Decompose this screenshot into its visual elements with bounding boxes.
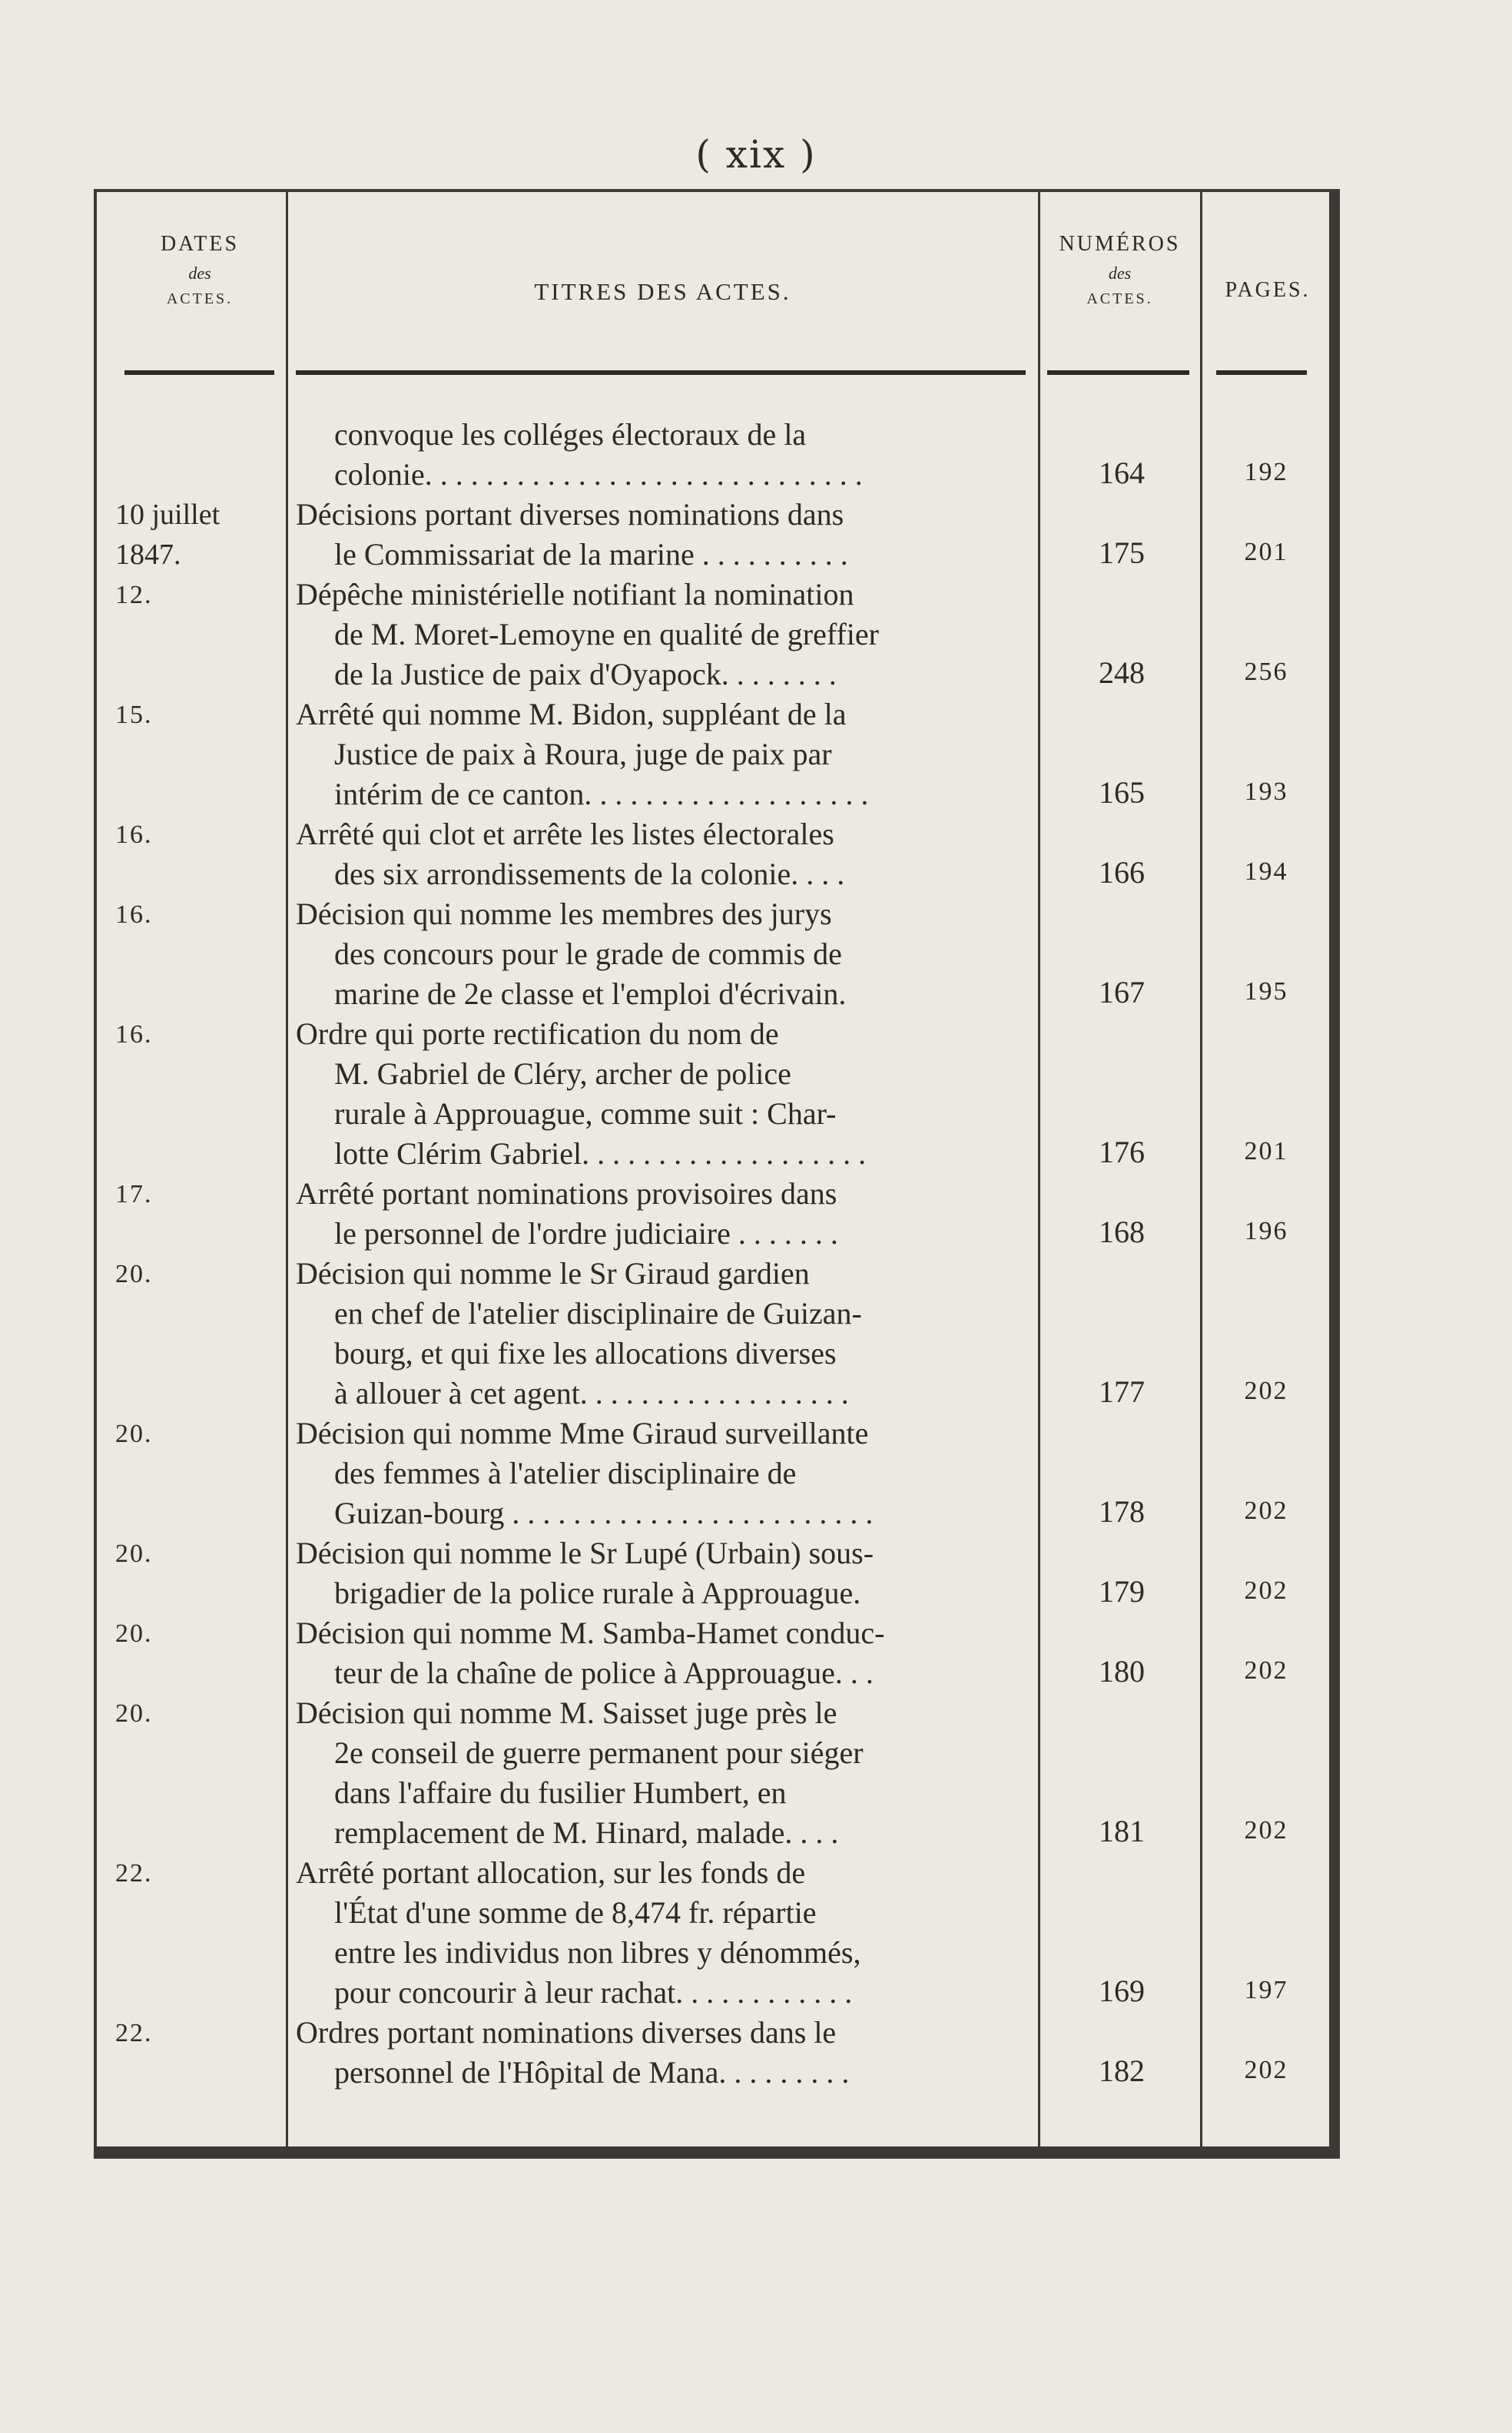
entry-title-line: Décision qui nomme Mme Giraud surveillante: [296, 1416, 869, 1450]
entry-title-line: Guizan-bourg . . . . . . . . . . . . . . . . . . . . . . . .: [334, 1496, 874, 1530]
entry-date: 15.: [115, 701, 153, 729]
entry-title-line: à allouer à cet agent. . . . . . . . . . . . . . . . . .: [334, 1376, 849, 1410]
entry-date: 20.: [115, 1420, 153, 1448]
entry-number: 179: [1099, 1574, 1145, 1609]
header-numeros-line: des: [1108, 264, 1132, 283]
column-separator: [1200, 189, 1202, 2159]
entry-title-line: Décision qui nomme les membres des jurys: [296, 897, 832, 931]
entry-title-line: colonie. . . . . . . . . . . . . . . . . . . . . . . . . . . . .: [334, 457, 863, 492]
entry-date: 20.: [115, 1699, 153, 1728]
entry-title-line: de M. Moret-Lemoyne en qualité de greffier: [334, 617, 879, 651]
entry-date: 20.: [115, 1260, 153, 1288]
entry-page: 192: [1244, 458, 1288, 486]
entry-title-line: remplacement de M. Hinard, malade. . . .: [334, 1815, 839, 1850]
entry-date: 16.: [115, 900, 153, 929]
header-pages-label: PAGES.: [1225, 278, 1311, 302]
entry-date: 17.: [115, 1180, 153, 1208]
entry-date: 22.: [115, 1859, 153, 1888]
entry-number: 177: [1099, 1374, 1145, 1409]
entry-number: 167: [1099, 975, 1145, 1009]
header-numeros-line: ACTES.: [1086, 290, 1153, 307]
entry-page: 201: [1244, 1137, 1288, 1165]
entry-title-line: des concours pour le grade de commis de: [334, 936, 842, 971]
header-dates-line: des: [188, 264, 211, 283]
entry-title-line: intérim de ce canton. . . . . . . . . . . . . . . . . . .: [334, 777, 869, 811]
entry-number: 182: [1099, 2053, 1145, 2088]
header-rule: [124, 370, 274, 375]
entry-number: 176: [1099, 1135, 1145, 1169]
entry-page: 202: [1244, 1576, 1288, 1605]
entry-title-line: bourg, et qui fixe les allocations diverses: [334, 1336, 837, 1371]
entry-date: 12.: [115, 581, 153, 609]
entry-number: 248: [1099, 655, 1145, 690]
entry-title: [296, 415, 1030, 495]
entry-title-line: teur de la chaîne de police à Approuague. . .: [334, 1656, 874, 1690]
header-numeros: [1041, 232, 1199, 308]
entry-title: [296, 1853, 1030, 2013]
entry-title: [296, 694, 1030, 814]
entry-title-line: Décision qui nomme le Sr Lupé (Urbain) sous-: [296, 1536, 874, 1570]
entry-page: 202: [1244, 1656, 1288, 1685]
entry-title-line: 2e conseil de guerre permanent pour siéger: [334, 1735, 864, 1770]
entry-title-line: brigadier de la police rurale à Approuague.: [334, 1576, 861, 1610]
entry-title-line: Décision qui nomme M. Saisset juge près le: [296, 1695, 837, 1730]
entry-title: [296, 2013, 1030, 2093]
header-titles: TITRES DES ACTES.: [534, 278, 791, 305]
entry-title-line: convoque les colléges électoraux de la: [334, 417, 807, 452]
entry-title-line: lotte Clérim Gabriel. . . . . . . . . . . . . . . . . . .: [334, 1136, 867, 1171]
entry-date: 10 juillet 1847.: [115, 499, 220, 571]
entry-title: [296, 1254, 1030, 1414]
entry-number: 165: [1099, 775, 1145, 810]
entry-title-line: Arrêté portant nominations provisoires dans: [296, 1176, 837, 1211]
entry-title-line: de la Justice de paix d'Oyapock. . . . . . . .: [334, 657, 837, 691]
entry-title-line: en chef de l'atelier disciplinaire de Guizan-: [334, 1296, 862, 1331]
entry-title-line: M. Gabriel de Cléry, archer de police: [334, 1056, 791, 1091]
entry-title: [296, 1014, 1030, 1174]
entry-title-line: Décisions portant diverses nominations dans: [296, 497, 844, 532]
entry-title: [296, 814, 1030, 894]
entry-page: 193: [1244, 777, 1288, 806]
entry-number: 180: [1099, 1654, 1145, 1689]
header-rule: [1216, 370, 1307, 375]
entry-title-line: Arrêté qui nomme M. Bidon, suppléant de la: [296, 697, 847, 731]
entry-page: 201: [1244, 538, 1288, 566]
entry-page: 194: [1244, 857, 1288, 886]
entry-title: [296, 1414, 1030, 1533]
column-separator: [286, 189, 288, 2159]
column-separator: [1038, 189, 1040, 2159]
entry-title-line: Arrêté portant allocation, sur les fonds de: [296, 1855, 806, 1890]
entry-title-line: Ordre qui porte rectification du nom de: [296, 1016, 779, 1051]
entry-title: [296, 894, 1030, 1014]
entry-date: 20.: [115, 1540, 153, 1568]
entry-title-line: Arrêté qui clot et arrête les listes électorales: [296, 817, 834, 851]
entry-title-line: pour concourir à leur rachat. . . . . . . . . . . .: [334, 1975, 853, 2010]
page-number: ( xix ): [695, 132, 817, 177]
entry-page: 195: [1244, 977, 1288, 1006]
entry-title: [296, 1174, 1030, 1254]
entry-title-line: l'État d'une somme de 8,474 fr. répartie: [334, 1895, 817, 1930]
entry-date: 20.: [115, 1619, 153, 1648]
entry-title-line: le Commissariat de la marine . . . . . . . . . .: [334, 537, 848, 572]
entry-title-line: dans l'affaire du fusilier Humbert, en: [334, 1775, 787, 1810]
entry-date: 22.: [115, 2019, 153, 2047]
entry-title: [296, 1533, 1030, 1613]
entry-title-line: marine de 2e classe et l'emploi d'écrivain.: [334, 976, 847, 1011]
header-rule: [296, 370, 1026, 375]
header-dates-line: ACTES.: [166, 290, 234, 307]
entry-page: 202: [1244, 1377, 1288, 1405]
entry-title-line: des femmes à l'atelier disciplinaire de: [334, 1456, 797, 1490]
entry-title-line: rurale à Approuague, comme suit : Char-: [334, 1096, 837, 1131]
entry-number: 178: [1099, 1494, 1145, 1529]
header-dates-line: DATES: [160, 232, 240, 256]
entry-title-line: personnel de l'Hôpital de Mana. . . . . . . . .: [334, 2055, 850, 2090]
entry-number: 168: [1099, 1215, 1145, 1249]
entry-number: 169: [1099, 1974, 1145, 2008]
entry-title: [296, 575, 1030, 694]
entry-title-line: Dépêche ministérielle notifiant la nomination: [296, 577, 854, 612]
header-pages: [1206, 278, 1329, 303]
entry-page: 256: [1244, 658, 1288, 686]
entry-title-line: Décision qui nomme M. Samba-Hamet conduc-: [296, 1616, 885, 1650]
entry-title-line: Décision qui nomme le Sr Giraud gardien: [296, 1256, 810, 1291]
entry-title: [296, 1693, 1030, 1853]
entry-page: 197: [1244, 1976, 1288, 2004]
entry-number: 181: [1099, 1814, 1145, 1848]
header-dates: [115, 232, 284, 308]
entry-page: 202: [1244, 1497, 1288, 1525]
entry-page: 202: [1244, 2056, 1288, 2084]
entry-date: 16.: [115, 820, 153, 849]
entry-number: 164: [1099, 456, 1145, 490]
entry-title-line: des six arrondissements de la colonie. . . .: [334, 857, 845, 891]
entry-date: 16.: [115, 1020, 153, 1049]
entry-title: [296, 495, 1030, 575]
entry-number: 166: [1099, 855, 1145, 890]
entry-title-line: le personnel de l'ordre judiciaire . . . . . . .: [334, 1216, 838, 1251]
entry-title-line: Justice de paix à Roura, juge de paix par: [334, 737, 832, 771]
entry-title: [296, 1613, 1030, 1693]
header-rule: [1047, 370, 1189, 375]
header-numeros-line: NUMÉROS: [1059, 232, 1181, 256]
entry-page: 196: [1244, 1217, 1288, 1245]
entry-title-line: Ordres portant nominations diverses dans le: [296, 2015, 837, 2050]
entry-title-line: entre les individus non libres y dénommés,: [334, 1935, 861, 1970]
entry-page: 202: [1244, 1816, 1288, 1845]
entry-number: 175: [1099, 535, 1145, 570]
